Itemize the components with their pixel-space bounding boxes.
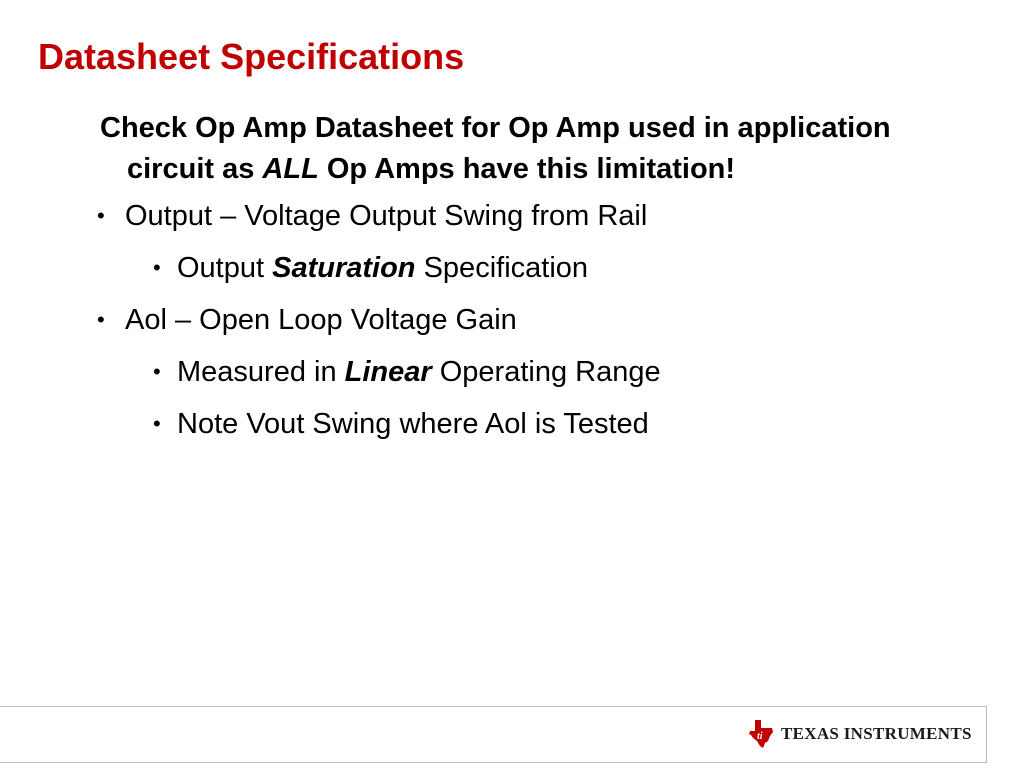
bullet-vout-swing xyxy=(100,404,900,444)
svg-text:ti: ti xyxy=(757,731,763,742)
bullet-text: Output – Voltage Output Swing from Rail xyxy=(125,200,648,232)
bullet-text-before: Measured in xyxy=(177,356,345,388)
bullet-dot: • xyxy=(153,255,161,280)
bullet-dot: • xyxy=(97,307,105,332)
texas-state-ti-icon xyxy=(748,719,774,749)
bullet-linear-range xyxy=(100,352,900,392)
intro-paragraph xyxy=(100,108,900,190)
intro-text-before: Check Op Amp Datasheet for Op Amp used in application circuit as xyxy=(100,112,891,185)
bullet-dot: • xyxy=(97,203,105,228)
bullet-text: Note Vout Swing where Aol is Tested xyxy=(177,408,649,440)
bullet-dot: • xyxy=(153,411,161,436)
bullet-text: Aol – Open Loop Voltage Gain xyxy=(125,304,517,336)
bullet-output-saturation xyxy=(100,248,900,288)
slide-content xyxy=(97,108,900,456)
bullet-aol-gain xyxy=(97,300,900,340)
bullet-text-before: Output xyxy=(177,252,273,284)
ti-logo xyxy=(748,718,972,750)
bullet-emphasis: Linear xyxy=(344,356,432,388)
bullet-dot: • xyxy=(153,359,161,384)
bullet-emphasis: Saturation xyxy=(272,252,416,284)
bullet-output-swing xyxy=(97,196,900,236)
slide-title: Datasheet Specifications xyxy=(38,36,465,77)
bullet-text-after: Specification xyxy=(415,252,589,284)
bullet-text-after: Operating Range xyxy=(431,356,661,388)
ti-logo-text: TEXAS INSTRUMENTS xyxy=(781,724,972,743)
intro-emphasis: ALL xyxy=(262,153,319,185)
intro-text-after: Op Amps have this limitation! xyxy=(318,153,736,185)
